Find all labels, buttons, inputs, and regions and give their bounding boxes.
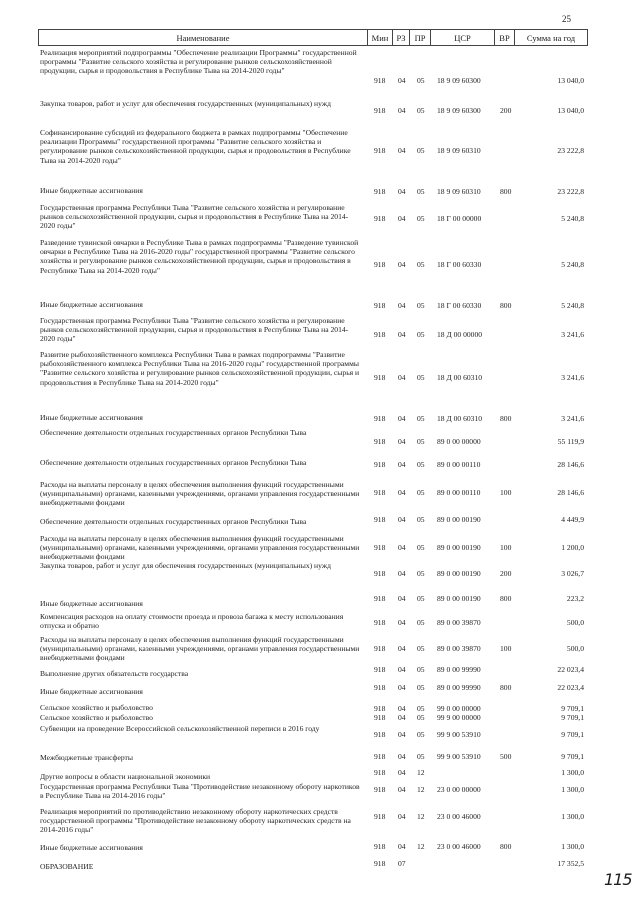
row-rz: 04 xyxy=(398,301,406,310)
row-sum: 28 146,6 xyxy=(557,460,584,469)
row-pr: 05 xyxy=(417,569,425,578)
row-min: 918 xyxy=(374,330,386,339)
row-name: Разведение тувинской овчарки в Республике Тыва в рамках подпрограммы "Разведение тувинской овчарки в Республике Тыва на 2016-2020 годы" государственной программы "Развитие сельского хозяйства и регулирование рынков сельскохозяйственной продукции, сырья и продовольствия в Республике Тыва на 2014-2020 годы" xyxy=(40,238,359,275)
row-min: 918 xyxy=(374,437,386,446)
row-csr: 18 Г 00 60330 xyxy=(437,301,482,310)
header-csr: ЦСР xyxy=(430,29,494,46)
row-rz: 04 xyxy=(398,730,406,739)
row-csr: 18 9 09 60300 xyxy=(437,106,481,115)
header-sum: Сумма на год xyxy=(514,29,588,46)
row-pr: 05 xyxy=(417,260,425,269)
row-rz: 04 xyxy=(398,373,406,382)
row-min: 918 xyxy=(374,106,386,115)
row-name: Государственная программа Республики Тыва "Развитие сельского хозяйства и регулирование рынков сельскохозяйственной продукции, сырья и продовольствия в Республике Тыва на 2014-2020 годы" xyxy=(40,316,349,344)
row-rz: 04 xyxy=(398,515,406,524)
row-min: 918 xyxy=(374,713,386,722)
row-csr: 18 Д 00 60310 xyxy=(437,373,483,382)
row-name: Иные бюджетные ассигнования xyxy=(40,843,143,852)
row-name: Компенсация расходов на оплату стоимости проезда и провоза багажа к месту использования отпуска и обратно xyxy=(40,612,344,631)
row-rz: 04 xyxy=(398,594,406,603)
row-pr: 12 xyxy=(417,842,425,851)
row-sum: 23 222,8 xyxy=(557,146,584,155)
row-min: 918 xyxy=(374,812,386,821)
row-sum: 1 300,0 xyxy=(561,785,584,794)
row-pr: 05 xyxy=(417,330,425,339)
row-sum: 500,0 xyxy=(566,618,584,627)
row-min: 918 xyxy=(374,785,386,794)
row-rz: 04 xyxy=(398,187,406,196)
row-name: Иные бюджетные ассигнования xyxy=(40,300,143,309)
row-rz: 04 xyxy=(398,618,406,627)
row-min: 918 xyxy=(374,665,386,674)
row-sum: 22 023,4 xyxy=(557,683,584,692)
row-name: Сельское хозяйство и рыболовство xyxy=(40,713,153,722)
row-pr: 05 xyxy=(417,437,425,446)
row-name: Реализация мероприятий подпрограммы "Обеспечение реализации Программы" государственной программы "Развитие сельского хозяйства и регулирование рынков сельскохозяйственной продукции, сырья и продовольствия в Республике Тыва на 2014-2020 годы" xyxy=(40,48,357,76)
row-pr: 05 xyxy=(417,713,425,722)
row-sum: 22 023,4 xyxy=(557,665,584,674)
row-min: 918 xyxy=(374,730,386,739)
row-sum: 1 200,0 xyxy=(561,543,584,552)
row-min: 918 xyxy=(374,414,386,423)
row-rz: 04 xyxy=(398,842,406,851)
row-csr: 18 9 09 60310 xyxy=(437,187,481,196)
row-name: Иные бюджетные ассигнования xyxy=(40,413,143,422)
row-min: 918 xyxy=(374,76,386,85)
row-rz: 04 xyxy=(398,752,406,761)
row-name: Государственная программа Республики Тыва "Противодействие незаконному обороту наркотиков в Республике Тыва на 2014-2016 годы" xyxy=(40,782,360,801)
row-min: 918 xyxy=(374,859,386,868)
row-sum: 9 709,1 xyxy=(561,752,584,761)
row-csr: 89 0 00 99990 xyxy=(437,665,481,674)
row-min: 918 xyxy=(374,460,386,469)
row-rz: 04 xyxy=(398,665,406,674)
row-sum: 1 300,0 xyxy=(561,812,584,821)
row-sum: 3 026,7 xyxy=(561,569,584,578)
row-name: Реализация мероприятий по противодействию незаконному обороту наркотических средств государственной программы "Противодействие незаконному обороту наркотических средств на 2014-2016 годы" xyxy=(40,807,351,835)
row-min: 918 xyxy=(374,543,386,552)
row-name: Расходы на выплаты персоналу в целях обеспечения выполнения функций государственными (муниципальными) органами, казенными учреждениями, органами управления государственными внебюджетными фондами xyxy=(40,480,360,508)
row-min: 918 xyxy=(374,644,386,653)
row-rz: 04 xyxy=(398,76,406,85)
row-pr: 05 xyxy=(417,146,425,155)
row-vr: 800 xyxy=(500,301,512,310)
row-sum: 1 300,0 xyxy=(561,768,584,777)
row-rz: 04 xyxy=(398,488,406,497)
row-name: Расходы на выплаты персоналу в целях обеспечения выполнения функций государственными (муниципальными) органами, казенными учреждениями, органами управления государственными внебюджетными фондами xyxy=(40,534,360,562)
row-vr: 200 xyxy=(500,569,512,578)
row-name: Иные бюджетные ассигнования xyxy=(40,186,143,195)
row-pr: 05 xyxy=(417,644,425,653)
row-name: Закупка товаров, работ и услуг для обеспечения государственных (муниципальных) нужд xyxy=(40,561,331,570)
row-rz: 04 xyxy=(398,214,406,223)
row-pr: 05 xyxy=(417,460,425,469)
row-sum: 55 119,9 xyxy=(557,437,584,446)
row-min: 918 xyxy=(374,704,386,713)
row-min: 918 xyxy=(374,373,386,382)
row-pr: 12 xyxy=(417,785,425,794)
row-csr: 89 0 00 39870 xyxy=(437,644,481,653)
header-pr: ПР xyxy=(409,29,430,46)
row-csr: 23 0 00 46000 xyxy=(437,842,481,851)
row-pr: 05 xyxy=(417,187,425,196)
row-name: Обеспечение деятельности отдельных государственных органов Республики Тыва xyxy=(40,428,307,437)
row-vr: 100 xyxy=(500,488,512,497)
row-pr: 05 xyxy=(417,683,425,692)
row-min: 918 xyxy=(374,187,386,196)
row-pr: 05 xyxy=(417,488,425,497)
row-sum: 9 709,1 xyxy=(561,713,584,722)
row-pr: 05 xyxy=(417,414,425,423)
row-vr: 800 xyxy=(500,187,512,196)
row-pr: 12 xyxy=(417,768,425,777)
row-rz: 04 xyxy=(398,644,406,653)
row-pr: 05 xyxy=(417,730,425,739)
row-rz: 04 xyxy=(398,330,406,339)
row-pr: 05 xyxy=(417,214,425,223)
row-csr: 89 0 00 00110 xyxy=(437,460,481,469)
row-name: Межбюджетные трансферты xyxy=(40,753,133,762)
row-pr: 05 xyxy=(417,618,425,627)
row-sum: 5 240,8 xyxy=(561,260,584,269)
row-vr: 200 xyxy=(500,106,512,115)
row-csr: 23 0 00 46000 xyxy=(437,812,481,821)
row-sum: 13 040,0 xyxy=(557,106,584,115)
row-min: 918 xyxy=(374,301,386,310)
row-sum: 4 449,9 xyxy=(561,515,584,524)
row-sum: 3 241,6 xyxy=(561,373,584,382)
row-name: Субвенции на проведение Всероссийской сельскохозяйственной переписи в 2016 году xyxy=(40,724,320,733)
row-csr: 89 0 00 99990 xyxy=(437,683,481,692)
row-name: Государственная программа Республики Тыва "Развитие сельского хозяйства и регулирование рынков сельскохозяйственной продукции, сырья и продовольствия в Республике Тыва на 2014-2020 годы" xyxy=(40,203,349,231)
row-name: Софинансирование субсидий из федерального бюджета в рамках подпрограммы "Обеспечение реализации Программы" государственной программы "Развитие сельского хозяйства и регулирование рынков сельскохозяйственной продукции, сырья и продовольствия в Республике Тыва на 2014-2020 годы" xyxy=(40,128,351,165)
row-name: Другие вопросы в области национальной экономики xyxy=(40,772,211,781)
row-vr: 100 xyxy=(500,644,512,653)
row-rz: 04 xyxy=(398,785,406,794)
row-sum: 5 240,8 xyxy=(561,301,584,310)
row-csr: 89 0 00 00190 xyxy=(437,594,481,603)
row-csr: 18 Г 00 60330 xyxy=(437,260,482,269)
row-min: 918 xyxy=(374,146,386,155)
row-sum: 1 300,0 xyxy=(561,842,584,851)
row-rz: 04 xyxy=(398,260,406,269)
row-pr: 05 xyxy=(417,106,425,115)
row-rz: 04 xyxy=(398,437,406,446)
row-pr: 05 xyxy=(417,301,425,310)
row-pr: 05 xyxy=(417,543,425,552)
row-min: 918 xyxy=(374,683,386,692)
row-csr: 18 9 09 60310 xyxy=(437,146,481,155)
row-sum: 500,0 xyxy=(566,644,584,653)
row-csr: 89 0 00 00190 xyxy=(437,515,481,524)
row-pr: 05 xyxy=(417,373,425,382)
row-csr: 18 Д 00 60310 xyxy=(437,414,483,423)
header-name: Наименование xyxy=(38,29,367,46)
header-vr: ВР xyxy=(494,29,514,46)
row-rz: 04 xyxy=(398,704,406,713)
row-sum: 28 146,6 xyxy=(557,488,584,497)
row-csr: 89 0 00 00110 xyxy=(437,488,481,497)
row-min: 918 xyxy=(374,752,386,761)
row-pr: 05 xyxy=(417,515,425,524)
row-csr: 99 9 00 53910 xyxy=(437,730,481,739)
row-sum: 9 709,1 xyxy=(561,704,584,713)
row-name: ОБРАЗОВАНИЕ xyxy=(40,862,94,871)
row-min: 918 xyxy=(374,618,386,627)
row-min: 918 xyxy=(374,768,386,777)
row-sum: 23 222,8 xyxy=(557,187,584,196)
row-csr: 99 9 00 53910 xyxy=(437,752,481,761)
row-sum: 3 241,6 xyxy=(561,414,584,423)
header-min: Мин xyxy=(367,29,392,46)
row-min: 918 xyxy=(374,260,386,269)
row-rz: 04 xyxy=(398,569,406,578)
row-sum: 13 040,0 xyxy=(557,76,584,85)
row-name: Сельское хозяйство и рыболовство xyxy=(40,703,153,712)
page-number: 25 xyxy=(562,14,571,24)
row-rz: 04 xyxy=(398,543,406,552)
row-rz: 04 xyxy=(398,460,406,469)
row-vr: 100 xyxy=(500,543,512,552)
row-name: Расходы на выплаты персоналу в целях обеспечения выполнения функций государственными (муниципальными) органами, казенными учреждениями, органами управления государственными внебюджетными фондами xyxy=(40,635,360,663)
row-min: 918 xyxy=(374,488,386,497)
row-rz: 04 xyxy=(398,106,406,115)
row-name: Развитие рыбохозяйственного комплекса Республики Тыва в рамках подпрограммы "Развитие рыбохозяйственного комплекса Республики Тыва на 2016-2020 годы" государственной программы "Развитие сельского хозяйства и регулирование рынков сельскохозяйственной продукции, сырья и продовольствия в Республике Тыва на 2014-2020 годы" xyxy=(40,350,360,387)
row-pr: 05 xyxy=(417,76,425,85)
row-rz: 07 xyxy=(398,859,406,868)
row-rz: 04 xyxy=(398,768,406,777)
row-rz: 04 xyxy=(398,683,406,692)
row-rz: 04 xyxy=(398,812,406,821)
row-csr: 18 9 09 60300 xyxy=(437,76,481,85)
row-min: 918 xyxy=(374,515,386,524)
row-csr: 89 0 00 39870 xyxy=(437,618,481,627)
header-rz: РЗ xyxy=(392,29,409,46)
row-vr: 800 xyxy=(500,842,512,851)
row-sum: 5 240,8 xyxy=(561,214,584,223)
row-csr: 23 0 00 00000 xyxy=(437,785,481,794)
row-name: Иные бюджетные ассигнования xyxy=(40,687,143,696)
row-name: Выполнение других обязательств государства xyxy=(40,669,189,678)
row-name: Обеспечение деятельности отдельных государственных органов Республики Тыва xyxy=(40,458,307,467)
row-sum: 17 352,5 xyxy=(557,859,584,868)
row-pr: 05 xyxy=(417,594,425,603)
row-min: 918 xyxy=(374,214,386,223)
row-vr: 500 xyxy=(500,752,512,761)
row-name: Закупка товаров, работ и услуг для обеспечения государственных (муниципальных) нужд xyxy=(40,99,331,108)
row-csr: 18 Д 00 00000 xyxy=(437,330,483,339)
row-rz: 04 xyxy=(398,414,406,423)
row-pr: 12 xyxy=(417,812,425,821)
row-csr: 89 0 00 00190 xyxy=(437,569,481,578)
handwritten-page-mark: 115 xyxy=(604,870,632,889)
row-csr: 99 0 00 00000 xyxy=(437,704,481,713)
row-pr: 05 xyxy=(417,752,425,761)
row-vr: 800 xyxy=(500,414,512,423)
row-sum: 3 241,6 xyxy=(561,330,584,339)
row-pr: 05 xyxy=(417,704,425,713)
row-rz: 04 xyxy=(398,713,406,722)
row-csr: 99 9 00 00000 xyxy=(437,713,481,722)
row-name: Иные бюджетные ассигнования xyxy=(40,599,143,608)
row-sum: 9 709,1 xyxy=(561,730,584,739)
row-vr: 800 xyxy=(500,594,512,603)
row-min: 918 xyxy=(374,842,386,851)
row-csr: 18 Г 00 00000 xyxy=(437,214,482,223)
row-rz: 04 xyxy=(398,146,406,155)
row-csr: 89 0 00 00190 xyxy=(437,543,481,552)
row-name: Обеспечение деятельности отдельных государственных органов Республики Тыва xyxy=(40,517,307,526)
row-min: 918 xyxy=(374,594,386,603)
row-csr: 89 0 00 00000 xyxy=(437,437,481,446)
row-sum: 223,2 xyxy=(566,594,584,603)
row-vr: 800 xyxy=(500,683,512,692)
row-pr: 05 xyxy=(417,665,425,674)
row-min: 918 xyxy=(374,569,386,578)
